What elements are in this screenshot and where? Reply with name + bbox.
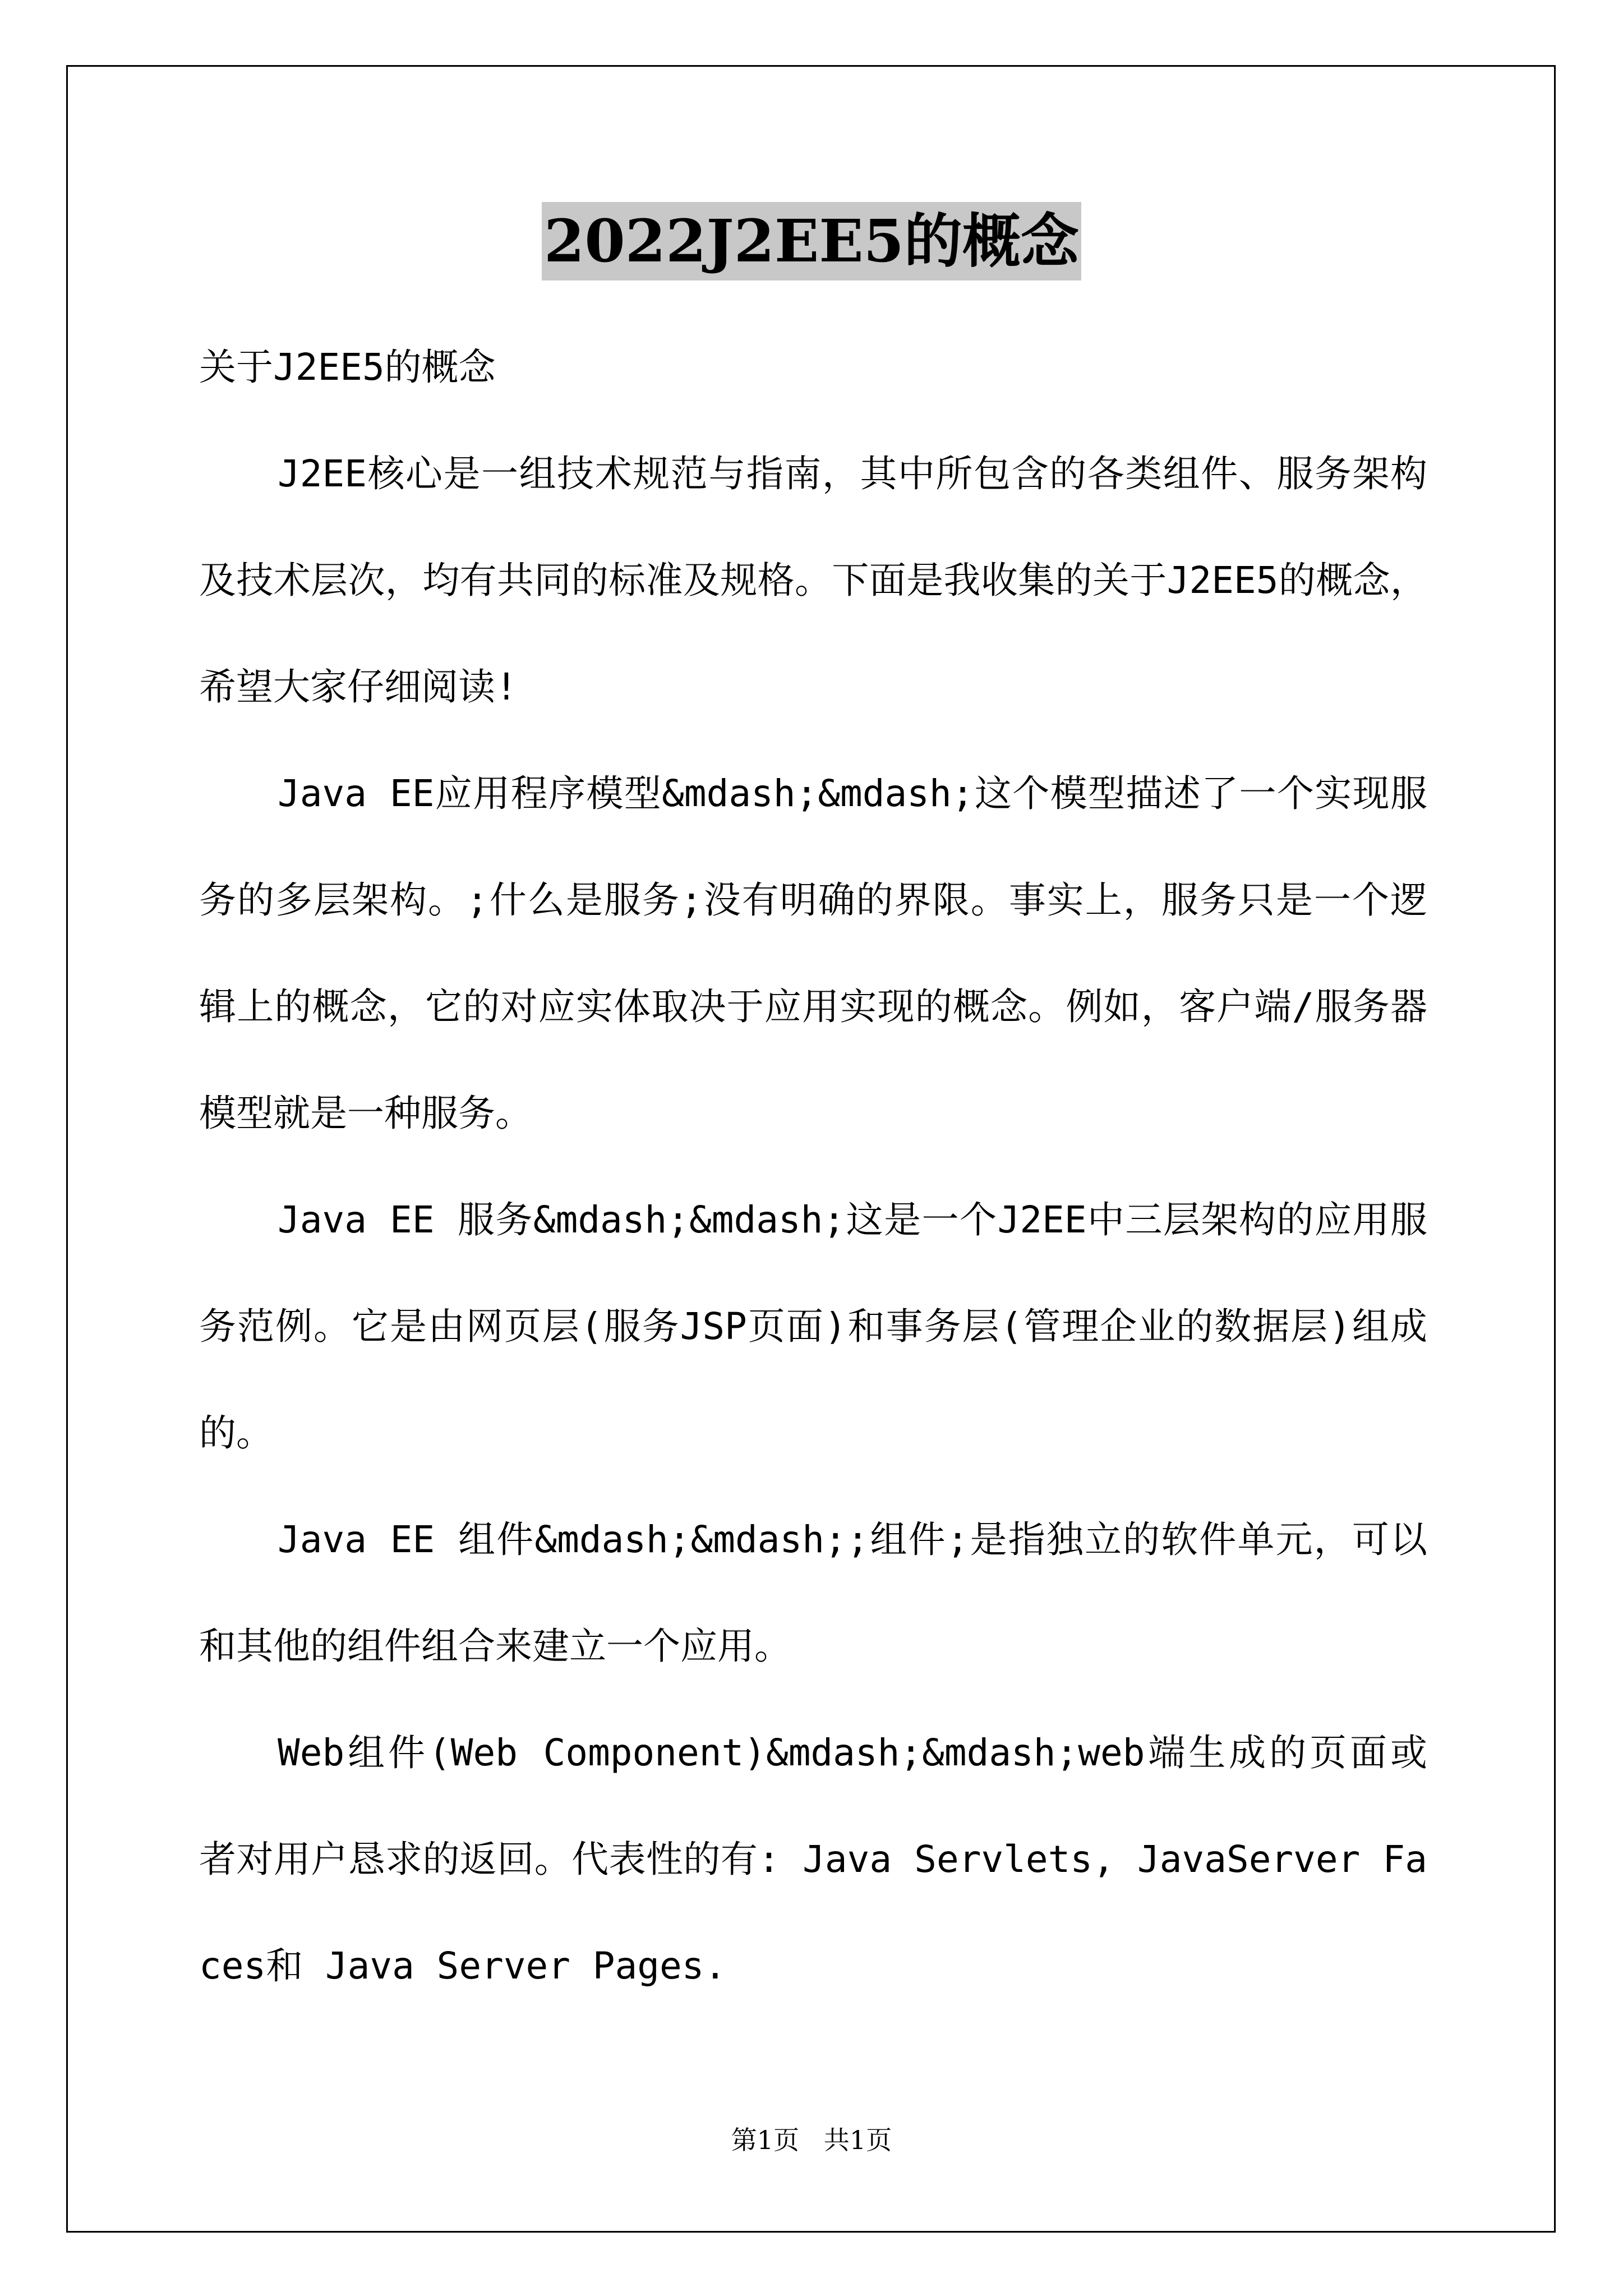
body-paragraph: Java EE应用程序模型&mdash;&mdash;这个模型描述了一个实现服务的多层架构。;什么是服务;没有明确的界限。事实上，服务只是一个逻辑上的概念，它的对应实体取决于应用实现的概念。例如，客户端/服务器模型就是一种服务。 (199, 772, 1427, 1135)
title-container (0, 202, 1623, 280)
body-paragraph: Java EE 组件&mdash;&mdash;;组件;是指独立的软件单元，可以和其他的组件组合来建立一个应用。 (199, 1518, 1427, 1668)
page-footer: 第1页 共1页 (731, 2125, 892, 2155)
document-body (199, 314, 1427, 2019)
intro-paragraph: 关于J2EE5的概念 (199, 346, 496, 389)
document-title: 2022J2EE5的概念 (542, 202, 1081, 280)
body-paragraph: Web组件(Web Component)&mdash;&mdash;web端生成的页面或者对用户恳求的返回。代表性的有: Java Servlets, JavaServer Faces和 Java Server Pages. (199, 1731, 1427, 1987)
body-paragraph: J2EE核心是一组技术规范与指南，其中所包含的各类组件、服务架构及技术层次，均有共同的标准及规格。下面是我收集的关于J2EE5的概念，希望大家仔细阅读! (199, 452, 1427, 708)
body-paragraph: Java EE 服务&mdash;&mdash;这是一个J2EE中三层架构的应用服务范例。它是由网页层(服务JSP页面)和事务层(管理企业的数据层)组成的。 (199, 1198, 1427, 1455)
